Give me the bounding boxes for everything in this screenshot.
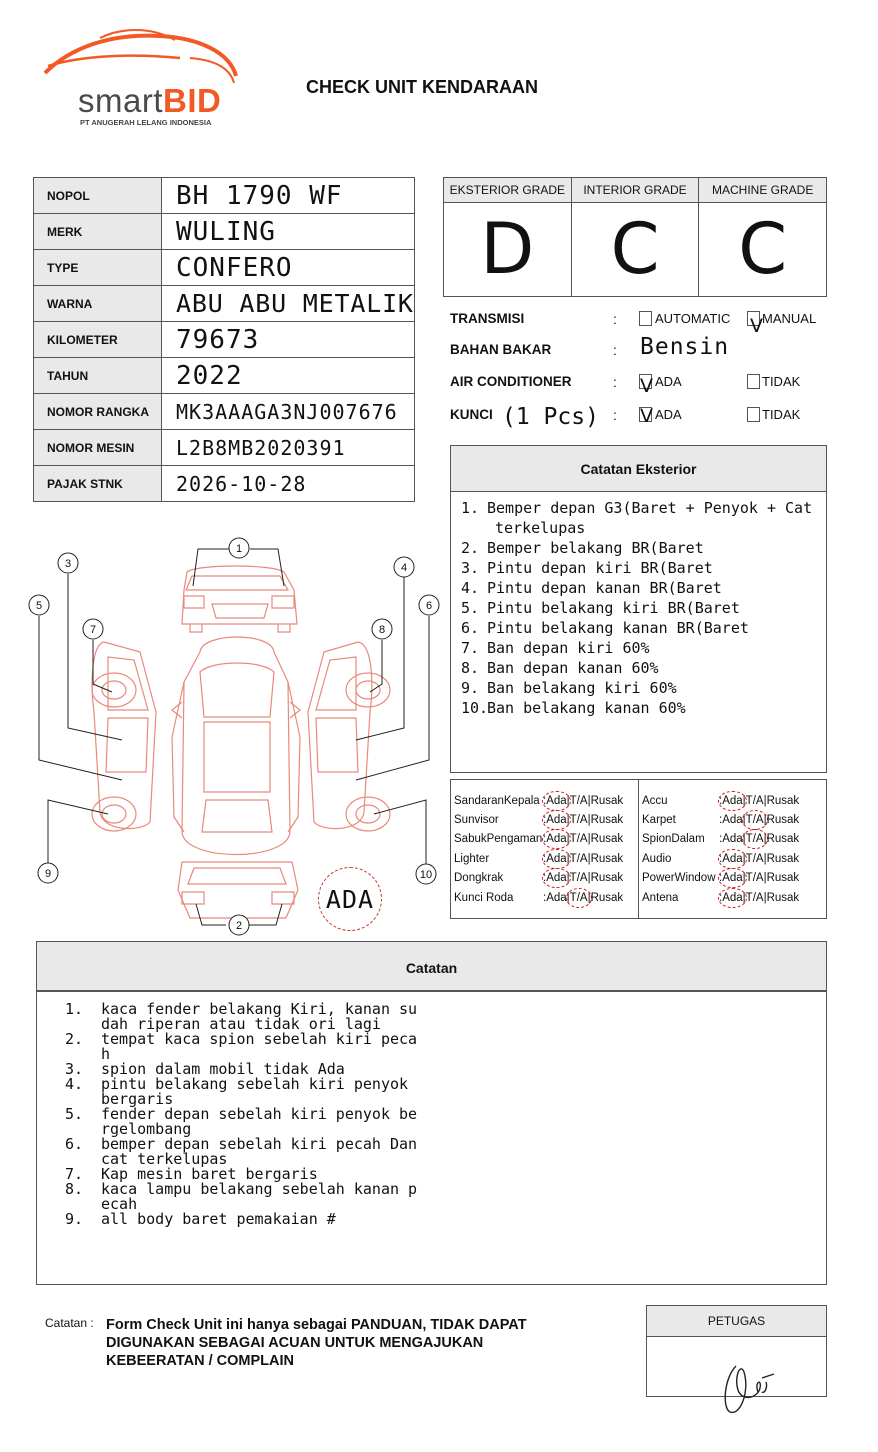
- list-item: [65, 1182, 826, 1212]
- info-value: CONFERO: [162, 250, 415, 286]
- separator: |: [763, 814, 767, 827]
- separator: |: [742, 794, 746, 807]
- document-title: CHECK UNIT KENDARAAN: [306, 77, 538, 97]
- list-text: Pintu belakang kanan BR(Baret: [487, 619, 749, 637]
- colon: :: [719, 794, 723, 807]
- kunci-label: KUNCI: [450, 407, 493, 422]
- bahan-bakar-value: Bensin: [640, 334, 730, 360]
- accessory-name: SpionDalam: [642, 833, 705, 846]
- info-label: MERK: [34, 214, 162, 250]
- colon: :: [543, 814, 547, 827]
- accessory-option-ada[interactable]: Ada: [546, 872, 567, 885]
- list-text: kaca fender belakang Kiri, kanan sudah riperan atau tidak ori lagi: [101, 1000, 418, 1033]
- exterior-notes-panel: [450, 445, 827, 773]
- grade-exterior: [444, 178, 572, 296]
- accessory-option-ada[interactable]: Ada: [722, 814, 743, 827]
- list-number: 8.: [461, 659, 480, 677]
- list-number: 1.: [65, 1000, 84, 1018]
- list-number: 7.: [461, 639, 480, 657]
- info-row-type: [34, 250, 415, 286]
- grade-machine: [699, 178, 826, 296]
- kunci-tidak-label: TIDAK: [762, 407, 801, 422]
- list-number: 4.: [65, 1075, 84, 1093]
- accessory-option-ada[interactable]: Ada: [546, 833, 567, 846]
- separator: |: [742, 833, 746, 846]
- ac-label: AIR CONDITIONER: [450, 374, 572, 389]
- notes-title: Catatan: [37, 942, 826, 992]
- accessory-row: [639, 791, 826, 810]
- info-row-nopol: [34, 178, 415, 214]
- accessory-row: [451, 830, 638, 849]
- accessory-option-ta[interactable]: T/A: [569, 814, 588, 827]
- exterior-notes-title: Catatan Eksterior: [451, 446, 826, 492]
- separator: |: [763, 872, 767, 885]
- accessory-option-ada[interactable]: Ada: [722, 852, 743, 865]
- separator: |: [742, 852, 746, 865]
- grade-label: EKSTERIOR GRADE: [444, 178, 571, 203]
- accessories-right: [639, 780, 826, 918]
- list-text: fender depan sebelah kiri penyok bergelombang: [101, 1105, 418, 1138]
- separator: |: [587, 794, 591, 807]
- info-label: NOPOL: [34, 178, 162, 214]
- list-item: [461, 678, 826, 698]
- accessory-option-ta[interactable]: T/A: [745, 814, 764, 827]
- colon: :: [543, 872, 547, 885]
- separator: |: [763, 833, 767, 846]
- accessories-panel: [450, 779, 827, 919]
- accessory-option-ada[interactable]: Ada: [546, 794, 567, 807]
- list-text: bemper depan sebelah kiri pecah Dan cat terkelupas: [101, 1135, 427, 1168]
- colon: :: [719, 814, 723, 827]
- signature: [714, 1348, 784, 1418]
- list-number: 6.: [65, 1135, 84, 1153]
- accessory-name: SandaranKepala: [454, 794, 540, 807]
- callout-1: 1: [235, 543, 243, 555]
- list-number: 9.: [65, 1210, 84, 1228]
- list-number: 1.: [461, 499, 480, 517]
- accessory-option-rusak[interactable]: Rusak: [766, 833, 800, 846]
- list-text: Ban belakang kanan 60%: [487, 699, 686, 717]
- info-label: NOMOR RANGKA: [34, 394, 162, 430]
- info-row-nomor-rangka: [34, 394, 415, 430]
- list-item: [461, 558, 826, 578]
- list-number: 3.: [65, 1060, 84, 1078]
- list-text: Pintu depan kanan BR(Baret: [487, 579, 722, 597]
- info-value: 79673: [162, 322, 415, 358]
- accessory-row: [639, 869, 826, 888]
- exterior-notes-list: [451, 492, 826, 718]
- colon: :: [543, 852, 547, 865]
- callout-3: 3: [64, 558, 72, 570]
- list-number: 5.: [65, 1105, 84, 1123]
- spare-tire-stamp: ADA: [318, 867, 382, 931]
- accessory-name: Sunvisor: [454, 814, 499, 827]
- callout-4: 4: [400, 562, 408, 574]
- callout-2: 2: [235, 920, 243, 932]
- info-label: TYPE: [34, 250, 162, 286]
- info-row-merk: [34, 214, 415, 250]
- info-value: L2B8MB2020391: [162, 430, 415, 466]
- grade-label: INTERIOR GRADE: [572, 178, 699, 203]
- accessory-option-rusak[interactable]: Rusak: [766, 872, 800, 885]
- grade-panel: [443, 177, 827, 297]
- accessory-option-rusak[interactable]: Rusak: [766, 814, 800, 827]
- accessory-option-ta[interactable]: T/A: [745, 794, 764, 807]
- list-item: [65, 1032, 826, 1062]
- transmisi-label: TRANSMISI: [450, 311, 525, 326]
- separator: |: [566, 852, 570, 865]
- accessory-row: [639, 849, 826, 868]
- automatic-label: AUTOMATIC: [655, 311, 731, 326]
- list-number: 3.: [461, 559, 480, 577]
- list-number: 9.: [461, 679, 480, 697]
- callout-9: 9: [44, 868, 52, 880]
- separator: |: [566, 833, 570, 846]
- list-text: spion dalam mobil tidak Ada: [101, 1060, 345, 1078]
- accessory-option-ta[interactable]: T/A: [745, 833, 764, 846]
- accessory-option-ada[interactable]: Ada: [722, 833, 743, 846]
- kunci-count: (1 Pcs): [502, 404, 599, 430]
- colon: :: [719, 872, 723, 885]
- accessory-row: [639, 830, 826, 849]
- info-value: WULING: [162, 214, 415, 250]
- accessory-option-ta[interactable]: T/A: [569, 794, 588, 807]
- grade-label: MACHINE GRADE: [699, 178, 826, 203]
- separator: |: [566, 872, 570, 885]
- colon: :: [613, 407, 617, 423]
- list-number: 6.: [461, 619, 480, 637]
- ac-ada-label: ADA: [655, 374, 682, 389]
- info-label: PAJAK STNK: [34, 466, 162, 502]
- separator: |: [742, 872, 746, 885]
- accessory-option-rusak[interactable]: Rusak: [590, 833, 624, 846]
- petugas-label: PETUGAS: [647, 1306, 826, 1337]
- accessory-row: [451, 888, 638, 907]
- logo-subtitle: PT ANUGERAH LELANG INDONESIA: [80, 118, 212, 127]
- info-row-tahun: [34, 358, 415, 394]
- list-number: 10.: [461, 699, 489, 717]
- info-label: NOMOR MESIN: [34, 430, 162, 466]
- list-item: [65, 1212, 826, 1227]
- grade-value: C: [610, 208, 660, 290]
- list-item: [461, 618, 826, 638]
- list-item: [461, 638, 826, 658]
- check-mark: V: [750, 315, 763, 337]
- accessory-row: [639, 810, 826, 829]
- list-text: Ban belakang kiri 60%: [487, 679, 677, 697]
- list-number: 8.: [65, 1180, 84, 1198]
- accessory-option-ada[interactable]: Ada: [546, 891, 567, 904]
- colon: :: [719, 833, 723, 846]
- accessory-option-ta[interactable]: T/A: [745, 891, 764, 904]
- list-text: all body baret pemakaian #: [101, 1210, 336, 1228]
- ac-tidak-label: TIDAK: [762, 374, 801, 389]
- separator: |: [587, 891, 591, 904]
- colon: :: [613, 374, 617, 390]
- list-item: [461, 598, 826, 618]
- callout-10: 10: [419, 869, 433, 881]
- accessory-name: Antena: [642, 891, 679, 904]
- list-text: pintu belakang sebelah kiri penyok bergaris: [101, 1075, 418, 1108]
- list-text: kaca lampu belakang sebelah kanan pecah: [101, 1180, 418, 1213]
- list-text: Ban depan kiri 60%: [487, 639, 650, 657]
- list-number: 5.: [461, 599, 480, 617]
- accessory-name: Accu: [642, 794, 668, 807]
- separator: |: [587, 833, 591, 846]
- accessory-name: Karpet: [642, 814, 676, 827]
- info-value: BH 1790 WF: [162, 178, 415, 214]
- list-number: 2.: [65, 1030, 84, 1048]
- list-item: [65, 1002, 826, 1032]
- separator: |: [742, 814, 746, 827]
- list-item: [461, 538, 826, 558]
- manual-label: MANUAL: [762, 311, 817, 326]
- colon: :: [543, 833, 547, 846]
- check-mark: V: [640, 405, 653, 427]
- logo-wordmark: smartBID: [78, 82, 222, 119]
- footer-label: Catatan :: [45, 1316, 94, 1330]
- grade-interior: [572, 178, 700, 296]
- separator: |: [566, 814, 570, 827]
- grade-value: D: [480, 208, 535, 290]
- accessory-option-ada[interactable]: Ada: [546, 852, 567, 865]
- accessory-row: [639, 888, 826, 907]
- accessory-option-rusak[interactable]: Rusak: [590, 852, 624, 865]
- info-label: KILOMETER: [34, 322, 162, 358]
- check-mark: V: [640, 375, 653, 397]
- list-text: Pintu belakang kiri BR(Baret: [487, 599, 740, 617]
- colon: :: [543, 891, 547, 904]
- accessory-row: [451, 869, 638, 888]
- accessory-option-rusak[interactable]: Rusak: [590, 872, 624, 885]
- list-text: Pintu depan kiri BR(Baret: [487, 559, 713, 577]
- ac-tidak-checkbox[interactable]: [747, 374, 760, 389]
- list-item: [65, 1077, 826, 1107]
- accessory-option-rusak[interactable]: Rusak: [590, 814, 624, 827]
- callout-8: 8: [378, 624, 386, 636]
- accessory-option-ta[interactable]: T/A: [569, 852, 588, 865]
- list-text: tempat kaca spion sebelah kiri pecah: [101, 1030, 418, 1063]
- accessory-option-ada[interactable]: Ada: [722, 794, 743, 807]
- accessory-name: SabukPengaman: [454, 833, 543, 846]
- footer-disclaimer: Form Check Unit ini hanya sebagai PANDUAN, TIDAK DAPAT DIGUNAKAN SEBAGAI ACUAN UNTUK MENGAJUKAN KEBEERATAN / COMPLAIN: [106, 1317, 527, 1369]
- accessory-option-ta[interactable]: T/A: [569, 833, 588, 846]
- car-swoosh-icon: [40, 28, 245, 88]
- list-text: Bemper depan G3(Baret + Penyok + Cat terkelupas: [487, 499, 813, 537]
- notes-panel: [36, 941, 827, 1285]
- callout-5: 5: [35, 600, 43, 612]
- accessory-option-ta[interactable]: T/A: [745, 852, 764, 865]
- list-number: 7.: [65, 1165, 84, 1183]
- list-text: Bemper belakang BR(Baret: [487, 539, 704, 557]
- info-value: MK3AAAGA3NJ007676: [162, 394, 415, 430]
- bahan-bakar-label: BAHAN BAKAR: [450, 342, 552, 357]
- car-damage-diagram: [22, 532, 442, 938]
- accessory-option-rusak[interactable]: Rusak: [766, 794, 800, 807]
- list-text: Ban depan kanan 60%: [487, 659, 659, 677]
- accessory-name: Audio: [642, 852, 672, 865]
- separator: |: [763, 891, 767, 904]
- list-number: 4.: [461, 579, 480, 597]
- automatic-checkbox[interactable]: [639, 311, 652, 326]
- notes-list: [37, 992, 826, 1227]
- info-row-kilometer: [34, 322, 415, 358]
- separator: |: [566, 891, 570, 904]
- colon: :: [543, 794, 547, 807]
- accessory-row: [451, 810, 638, 829]
- info-row-pajak-stnk: [34, 466, 415, 502]
- info-row-nomor-mesin: [34, 430, 415, 466]
- separator: |: [587, 814, 591, 827]
- colon: :: [613, 311, 617, 327]
- kunci-tidak-checkbox[interactable]: [747, 407, 760, 422]
- accessory-row: [451, 791, 638, 810]
- accessory-option-ada[interactable]: Ada: [722, 891, 743, 904]
- callout-7: 7: [89, 624, 97, 636]
- separator: |: [587, 852, 591, 865]
- list-item: [461, 658, 826, 678]
- smartbid-logo: [40, 28, 245, 128]
- list-item: [65, 1107, 826, 1137]
- accessory-option-ada[interactable]: Ada: [722, 872, 743, 885]
- separator: |: [566, 794, 570, 807]
- accessory-name: Dongkrak: [454, 872, 504, 885]
- list-item: [65, 1137, 826, 1167]
- accessory-option-ta[interactable]: T/A: [745, 872, 764, 885]
- separator: |: [763, 852, 767, 865]
- accessory-name: Lighter: [454, 852, 490, 865]
- accessory-option-ta[interactable]: T/A: [569, 872, 588, 885]
- accessory-option-rusak[interactable]: Rusak: [590, 794, 624, 807]
- accessory-option-ta[interactable]: T/A: [569, 891, 588, 904]
- callout-6: 6: [425, 600, 433, 612]
- info-value: 2022: [162, 358, 415, 394]
- vehicle-info-table: [33, 177, 415, 502]
- accessory-name: PowerWindow: [642, 872, 716, 885]
- info-row-warna: [34, 286, 415, 322]
- separator: |: [742, 891, 746, 904]
- grade-value: C: [738, 208, 788, 290]
- separator: |: [763, 794, 767, 807]
- colon: :: [719, 891, 723, 904]
- list-item: [461, 578, 826, 598]
- accessory-row: [451, 849, 638, 868]
- accessory-option-rusak[interactable]: Rusak: [590, 891, 624, 904]
- list-item: [461, 498, 826, 538]
- info-value: ABU ABU METALIK: [162, 286, 415, 322]
- list-item: [461, 698, 826, 718]
- info-label: WARNA: [34, 286, 162, 322]
- separator: |: [587, 872, 591, 885]
- accessories-left: [451, 780, 639, 918]
- info-value: 2026-10-28: [162, 466, 415, 502]
- colon: :: [613, 342, 617, 358]
- colon: :: [719, 852, 723, 865]
- list-text: Kap mesin baret bergaris: [101, 1165, 318, 1183]
- info-label: TAHUN: [34, 358, 162, 394]
- accessory-name: Kunci Roda: [454, 891, 514, 904]
- accessory-option-ada[interactable]: Ada: [546, 814, 567, 827]
- kunci-ada-label: ADA: [655, 407, 682, 422]
- accessory-option-rusak[interactable]: Rusak: [766, 891, 800, 904]
- list-number: 2.: [461, 539, 480, 557]
- accessory-option-rusak[interactable]: Rusak: [766, 852, 800, 865]
